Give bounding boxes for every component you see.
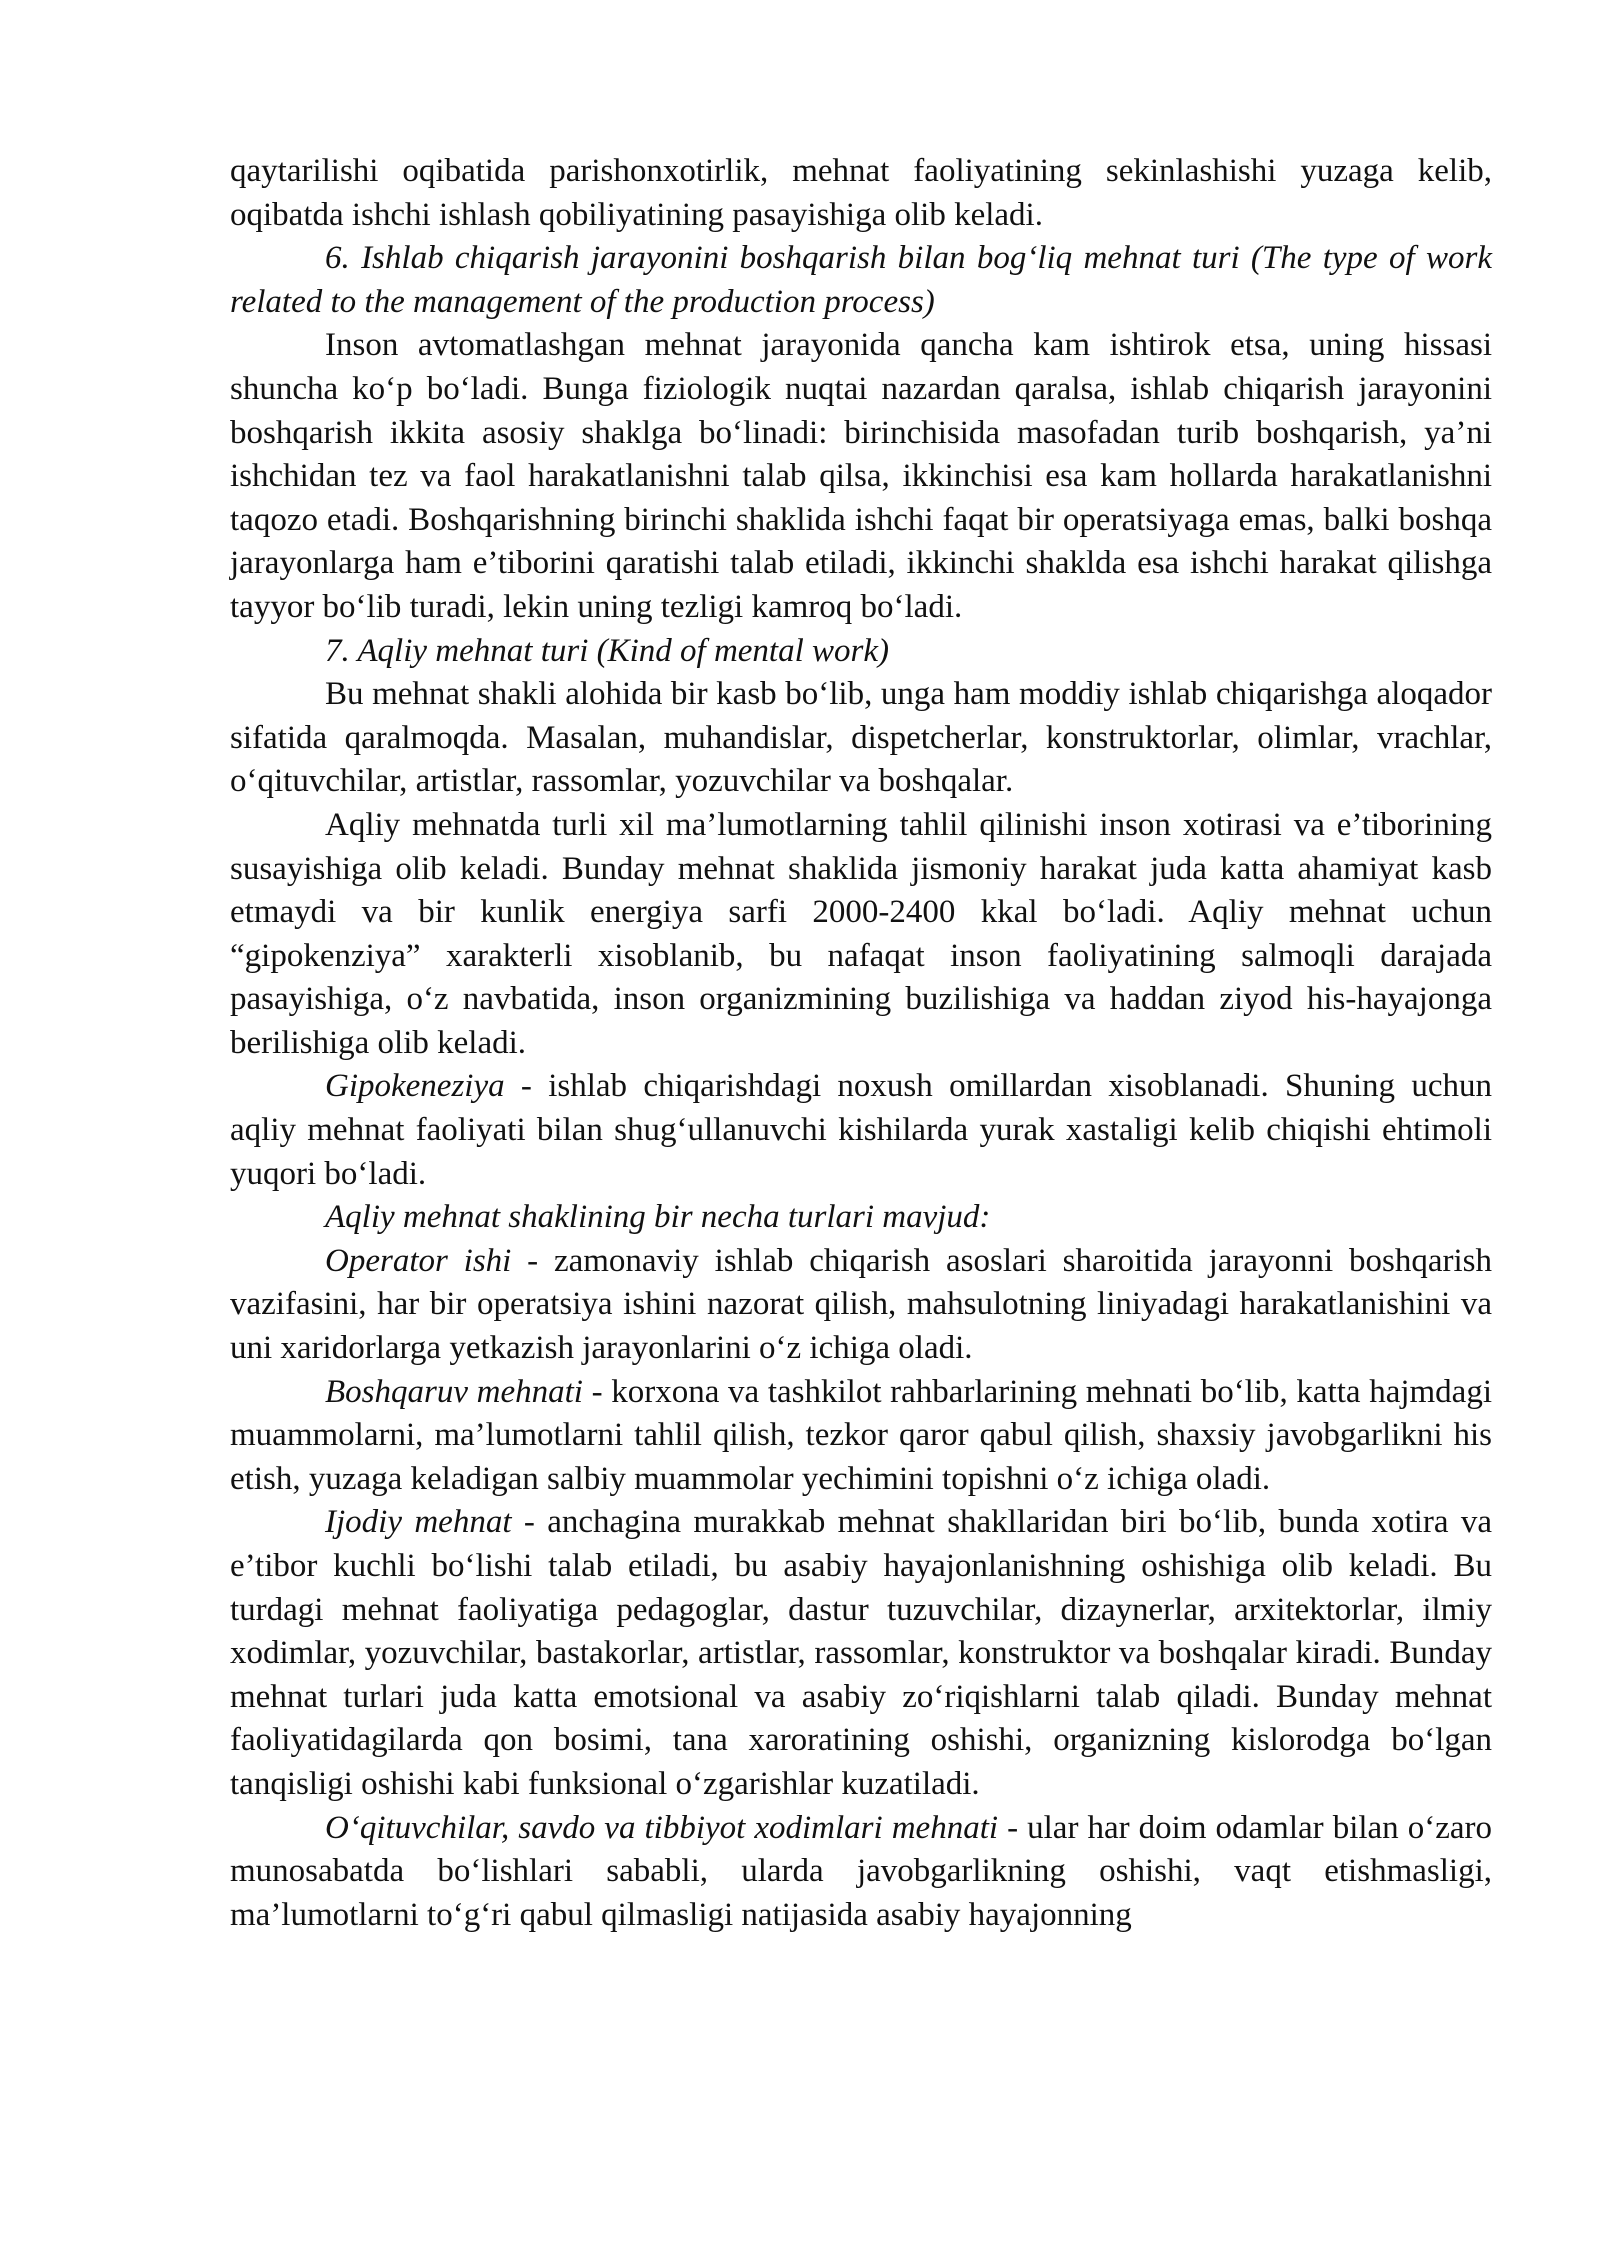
section-heading-7: 7. Aqliy mehnat turi (Kind of mental work) [325, 632, 890, 669]
gipokeneziya-definition: - ishlab chiqarishdagi noxush omillardan xisoblanadi. Shuning uchun aqliy mehnat faoliyati bilan shug‘ullanuvchi kishilarda yurak xastaligi kelib chiqishi ehtimoli yuqori bo‘ladi. [230, 1068, 1492, 1192]
gipokeneziya-paragraph [230, 1065, 1492, 1196]
operator-term: Operator ishi [325, 1242, 512, 1279]
oqituvchilar-paragraph [230, 1807, 1492, 1938]
oqituvchilar-term: O‘qituvchilar, savdo va tibbiyot xodimlari mehnati [325, 1809, 999, 1846]
ijodiy-paragraph [230, 1501, 1492, 1806]
section-7-paragraph-2: Aqliy mehnatda turli xil ma’lumotlarning tahlil qilinishi inson xotirasi va e’tiborining susayishiga olib keladi. Bunday mehnat shaklida jismoniy harakat juda katta ahamiyat kasb etmaydi va bir kunlik energiya sarfi 2000-2400 kkal bo‘ladi. Aqliy mehnat uchun “gipokenziya” xarakterli xisoblanib, bu nafaqat inson faoliyatining salmoqli darajada pasayishiga, o‘z navbatida, inson organizmining buzilishiga va haddan ziyod his-hayajonga berilishiga olib keladi. [230, 806, 1492, 1061]
section-heading-6: 6. Ishlab chiqarish jarayonini boshqarish bilan bog‘liq mehnat turi (The type of work related to the management of the production process) [230, 240, 1492, 320]
boshqaruv-term: Boshqaruv mehnati [325, 1373, 583, 1410]
continuation-paragraph: qaytarilishi oqibatida parishonxotirlik, mehnat faoliyatining sekinlashishi yuzaga kelib, oqibatda ishchi ishlash qobiliyatining pasayishiga olib keladi. [230, 153, 1492, 233]
section-6-paragraph: Inson avtomatlashgan mehnat jarayonida qancha kam ishtirok etsa, uning hissasi shuncha ko‘p bo‘ladi. Bunga fiziologik nuqtai nazardan qaralsa, ishlab chiqarish jarayonini boshqarish ikkita asosiy shaklga bo‘linadi: birinchisida masofadan turib boshqarish, ya’ni ishchidan tez va faol harakatlanishni talab qilsa, ikkinchisi esa kam hollarda harakatlanishni taqozo etadi. Boshqarishning birinchi shaklida ishchi faqat bir operatsiyaga emas, balki boshqa jarayonlarga ham e’tiborini qaratishi talab etiladi, ikkinchi shaklda esa ishchi harakat qilishga tayyor bo‘lib turadi, lekin uning tezligi kamroq bo‘ladi. [230, 327, 1492, 625]
operator-definition: - zamonaviy ishlab chiqarish asoslari sharoitida jarayonni boshqarish vazifasini, har bir operatsiya ishini nazorat qilish, mahsulotning liniyadagi harakatlanishini va uni xaridorlarga yetkazish jarayonlarini o‘z ichiga oladi. [230, 1242, 1492, 1367]
boshqaruv-paragraph [230, 1371, 1492, 1502]
operator-paragraph [230, 1240, 1492, 1371]
boshqaruv-definition: - korxona va tashkilot rahbarlarining mehnati bo‘lib, katta hajmdagi muammolarni, ma’lumotlarni tahlil qilish, tezkor qaror qabul qilish, shaxsiy javobgarlikni his etish, yuzaga keladigan salbiy muammolar yechimini topishni o‘z ichiga oladi. [230, 1373, 1493, 1497]
ijodiy-definition: - anchagina murakkab mehnat shakllaridan biri bo‘lib, bunda xotira va e’tibor kuchli bo‘lishi talab etiladi, bu asabiy hayajonlanishning oshishiga olib keladi. Bu turdagi mehnat faoliyatiga pedagoglar, dastur tuzuvchilar, dizaynerlar, arxitektorlar, ilmiy xodimlar, yozuvchilar, bastakorlar, artistlar, rassomlar, konstruktor va boshqalar kiradi. Bunday mehnat turlari juda katta emotsional va asabiy zo‘riqishlarni talab qiladi. Bunday mehnat faoliyatidagilarda qon bosimi, tana xaroratining oshishi, organizning kislorodga bo‘lgan tanqisligi oshishi kabi funksional o‘zgarishlar kuzatiladi. [230, 1504, 1492, 1802]
oqituvchilar-definition: - ular har doim odamlar bilan o‘zaro munosabatda bo‘lishlari sababli, ularda javobgarlikning oshishi, vaqt etishmasligi, ma’lumotlarni to‘g‘ri qabul qilmasligi natijasida asabiy hayajonning [230, 1809, 1492, 1933]
ijodiy-term: Ijodiy mehnat [325, 1504, 512, 1541]
document-page [230, 150, 1492, 1937]
mental-work-types-heading: Aqliy mehnat shaklining bir necha turlari mavjud: [325, 1199, 991, 1236]
gipokeneziya-term: Gipokeneziya [325, 1068, 505, 1105]
section-7-paragraph-1: Bu mehnat shakli alohida bir kasb bo‘lib, unga ham moddiy ishlab chiqarishga aloqador sifatida qaralmoqda. Masalan, muhandislar, dispetcherlar, konstruktorlar, olimlar, vrachlar, o‘qituvchilar, artistlar, rassomlar, yozuvchilar va boshqalar. [230, 676, 1492, 800]
